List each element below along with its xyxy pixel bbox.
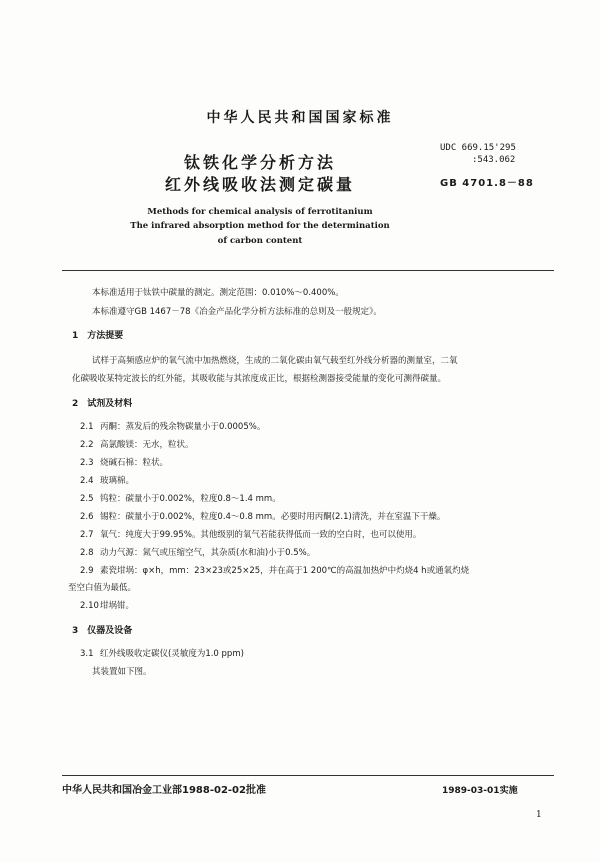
udc-code-line2: :543.062 (472, 155, 516, 165)
section1-heading: 1 方法提要 (72, 331, 124, 341)
title-en-line1: Methods for chemical analysis of ferrotitanium (147, 207, 373, 217)
reagent-item: 2.7 氧气：纯度大于99.95%。其他级别的氧气若能获得低而一致的空白时，也可以使用。 (80, 530, 422, 540)
gb-number: GB 4701.8－88 (440, 178, 534, 189)
reagent-item: 2.5 钨粒：碳量小于0.002%，粒度0.8～1.4 mm。 (80, 494, 281, 504)
reagent-item: 2.3 烧碱石棉：粒状。 (80, 458, 169, 468)
title-en-line2: The infrared absorption method for the determination (130, 221, 390, 231)
standard-title: 中华人民共和国国家标准 (206, 110, 394, 126)
intro-scope: 本标准适用于钛铁中碳量的测定。测定范围：0.010%～0.400%。 (92, 288, 344, 298)
reagent-item-continuation: 至空白值为最低。 (68, 583, 137, 593)
reagent-item: 2.10坩埚钳。 (80, 601, 135, 611)
top-divider (62, 270, 554, 271)
title-cn-line1: 钛铁化学分析方法 (183, 153, 336, 172)
instrument-item: 3.1 红外线吸收定碳仪(灵敏度为1.0 ppm) (80, 649, 244, 659)
reagent-item: 2.2 高氯酸镁：无水，粒状。 (80, 440, 194, 450)
reagent-item: 2.1 丙酮：蒸发后的残余物碳量小于0.0005%。 (80, 422, 266, 432)
reagent-item: 2.4 玻璃棉。 (80, 476, 135, 486)
approval-note: 中华人民共和国冶金工业部1988-02-02批准 (62, 785, 266, 796)
page-number: 1 (536, 810, 542, 820)
reagent-item: 2.6 锡粒：碳量小于0.002%，粒度0.4～0.8 mm。必要时用丙酮(2.1)清洗，并在室温下干燥。 (80, 512, 446, 522)
section1-text-line1: 试样于高频感应炉的氧气流中加热燃烧，生成的二氧化碳由氧气载至红外线分析器的测量室，二氧 (92, 356, 458, 366)
instrument-figure-note: 其装置如下图。 (92, 667, 152, 677)
section3-heading: 3 仪器及设备 (72, 626, 133, 636)
udc-code-line1: UDC 669.15'295 (440, 143, 516, 153)
bottom-divider (62, 775, 554, 776)
title-cn-line2: 红外线吸收法测定碳量 (164, 175, 355, 194)
section2-heading: 2 试剂及材料 (72, 399, 133, 409)
title-en-line3: of carbon content (217, 236, 303, 246)
section1-text-line2: 化碳吸收某特定波长的红外能，其吸收能与其浓度成正比，根据检测器接受能量的变化可测得碳量。 (72, 374, 447, 384)
effective-date: 1989-03-01实施 (442, 786, 518, 796)
intro-compliance: 本标准遵守GB 1467－78《冶金产品化学分析方法标准的总则及一般规定》。 (92, 307, 382, 317)
reagent-item: 2.8 动力气源：氮气或压缩空气，其杂质(水和油)小于0.5%。 (80, 548, 316, 558)
reagent-item: 2.9 素瓷坩埚：φ×h，mm：23×23或25×25，并在高于1 200℃的高温加热炉中灼烧4 h或通氧灼烧 (80, 566, 470, 576)
